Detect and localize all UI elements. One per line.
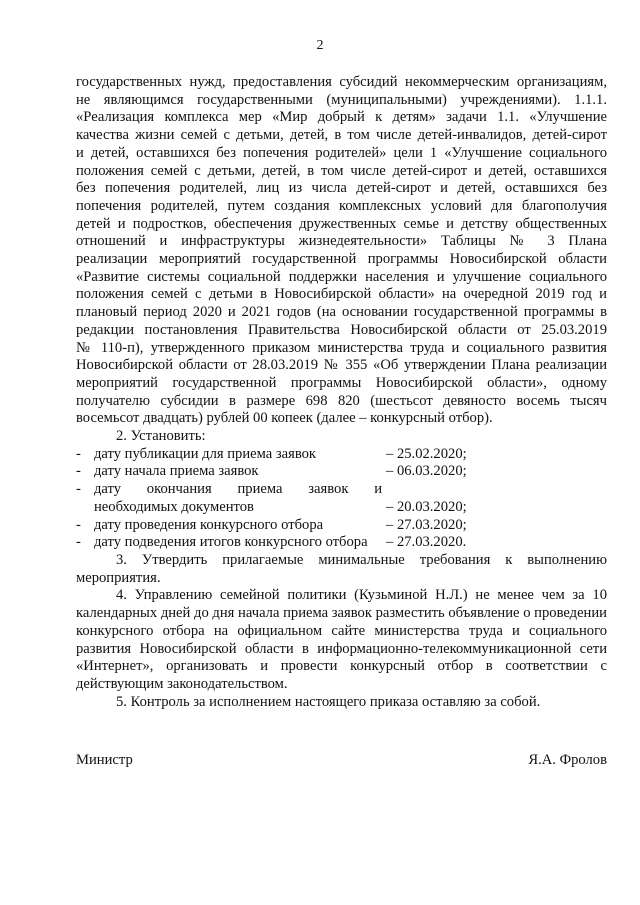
date-value: – 25.02.2020; bbox=[386, 445, 467, 462]
date-value: – 20.03.2020; bbox=[386, 498, 467, 515]
date-label bbox=[94, 481, 382, 516]
text-line: положения семей с детьми, детей, в том числе детей-сирот и детей, оставшихся bbox=[76, 162, 607, 179]
text-line: восемьсот двадцать) рублей 00 копеек (далее – конкурсный отбор). bbox=[76, 410, 493, 427]
list-dash: - bbox=[76, 516, 81, 533]
date-value: – 27.03.2020; bbox=[386, 516, 467, 533]
dates-list bbox=[76, 446, 607, 552]
text-line: попечения родителей, путем создания комплексных условий для благополучия bbox=[76, 197, 607, 214]
list-dash: - bbox=[76, 534, 81, 551]
list-dash: - bbox=[76, 463, 81, 480]
text-line: детей и подростков, обеспечения дружественных семье и детству общественных bbox=[76, 215, 607, 232]
paragraph-3: 3. Утвердить прилагаемые минимальные требования к выполнению мероприятия. bbox=[76, 551, 607, 586]
date-value: – 06.03.2020; bbox=[386, 463, 467, 480]
date-label: дату начала приема заявок bbox=[94, 463, 259, 480]
text-line: плановый период 2020 и 2021 годов (на основании государственной программы в bbox=[76, 304, 607, 321]
text-line: качества жизни семей с детьми, детей, в том числе детей-инвалидов, детей-сирот bbox=[76, 127, 607, 144]
date-row bbox=[76, 517, 607, 535]
intro-paragraph bbox=[76, 74, 607, 428]
text-line: положения семей с детьми в Новосибирской области» на очередной 2019 год и bbox=[76, 286, 607, 303]
signatory-name: Я.А. Фролов bbox=[528, 752, 607, 768]
date-value: – 27.03.2020. bbox=[386, 534, 467, 551]
paragraph-4: 4. Управлению семейной политики (Кузьминой Н.Л.) не менее чем за 10 календарных дней до дня начала приема заявок разместить объявление о проведении конкурсного отбора на официальном сайте министерства труда и социального развития Новосибирской области в информационно-телекоммуникационной сети «Интернет», организовать и провести конкурсный отбор в соответствии с действующим законодательством. bbox=[76, 587, 607, 692]
list-dash: - bbox=[76, 481, 81, 498]
date-row bbox=[76, 463, 607, 481]
text-line: получателю субсидии в размере 698 820 (шестьсот девяносто восемь тысяч bbox=[76, 392, 607, 409]
text-line: и детей, оставшихся без попечения родителей» цели 1 «Улучшение социального bbox=[76, 144, 607, 161]
date-row bbox=[76, 534, 607, 552]
text-line: отношений и инфраструктуры жизнедеятельности» Таблицы № 3 Плана bbox=[76, 233, 607, 250]
text-line: государственных нужд, предоставления субсидий некоммерческим организациям, bbox=[76, 74, 607, 90]
text-line: без попечения родителей, лиц из числа детей-сирот и детей, оставшихся без bbox=[76, 180, 607, 197]
date-row bbox=[76, 446, 607, 464]
text-line: Новосибирской области от 28.03.2019 № 355 «Об утверждении Плана реализации bbox=[76, 357, 607, 374]
section-2-heading: 2. Установить: bbox=[116, 428, 206, 445]
signature-block bbox=[76, 752, 607, 769]
date-label-line-2: необходимых документов bbox=[94, 498, 254, 515]
text-line: «Реализация комплекса мер «Мир добрый к детям» задачи 1.1. «Улучшение bbox=[76, 109, 607, 126]
date-row bbox=[76, 481, 607, 516]
date-label: дату публикации для приема заявок bbox=[94, 445, 317, 462]
text-line: реализации мероприятий государственной программы Новосибирской области bbox=[76, 251, 607, 268]
date-label: дату проведения конкурсного отбора bbox=[94, 516, 324, 533]
date-label-line-1: дату окончания приема заявок и bbox=[94, 481, 382, 498]
document-body bbox=[76, 74, 607, 711]
text-line: «Развитие системы социальной поддержки населения и улучшение социального bbox=[76, 268, 607, 285]
paragraph-5: 5. Контроль за исполнением настоящего приказа оставляю за собой. bbox=[116, 693, 541, 710]
date-label: дату подведения итогов конкурсного отбора bbox=[94, 534, 368, 551]
list-dash: - bbox=[76, 445, 81, 462]
signatory-position: Министр bbox=[76, 752, 133, 768]
page-number: 2 bbox=[316, 38, 324, 53]
text-line: редакции постановления Правительства Новосибирской области от 25.03.2019 bbox=[76, 321, 607, 338]
text-line: № 110-п), утвержденного приказом министерства труда и социального развития bbox=[76, 339, 607, 356]
text-line: не являющимся государственными (муниципальными) учреждениями). 1.1.1. bbox=[76, 91, 607, 108]
text-line: мероприятий государственной программы Новосибирской области», одному bbox=[76, 374, 607, 391]
